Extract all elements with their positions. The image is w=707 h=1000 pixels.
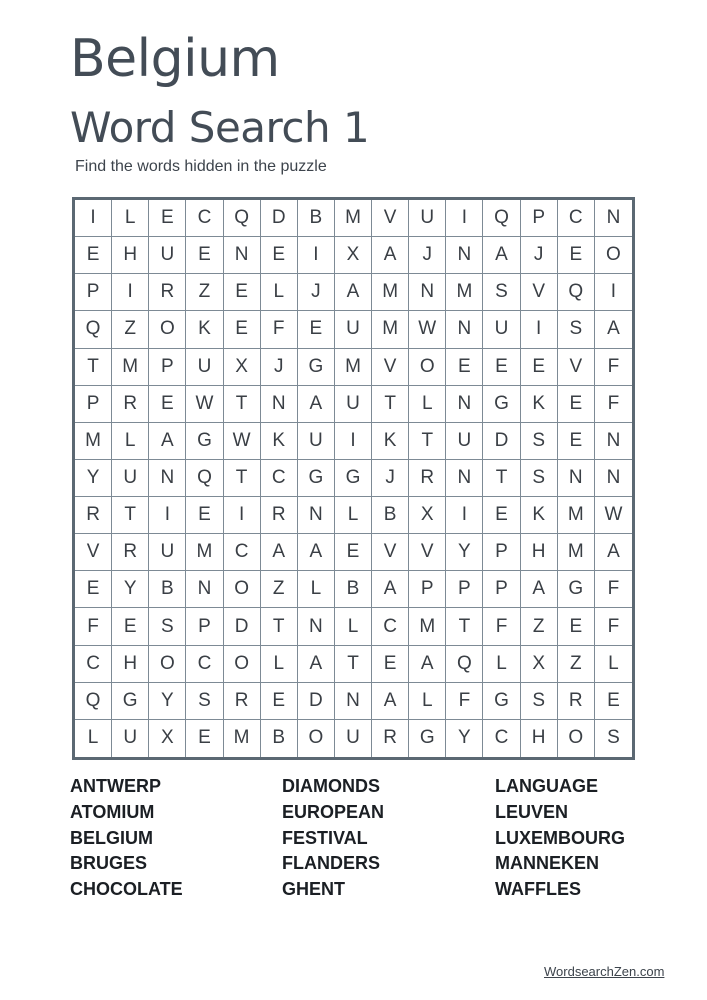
grid-cell: A: [595, 534, 632, 571]
grid-cell: M: [372, 274, 409, 311]
grid-cell: E: [75, 571, 112, 608]
grid-cell: E: [335, 534, 372, 571]
grid-cell: S: [483, 274, 520, 311]
grid-cell: A: [261, 534, 298, 571]
grid-cell: U: [112, 460, 149, 497]
grid-cell: I: [446, 497, 483, 534]
grid-cell: N: [446, 237, 483, 274]
grid-cell: W: [224, 423, 261, 460]
grid-cell: N: [558, 460, 595, 497]
grid-cell: M: [335, 200, 372, 237]
grid-cell: A: [521, 571, 558, 608]
grid-cell: N: [595, 423, 632, 460]
grid-cell: W: [595, 497, 632, 534]
grid-cell: G: [558, 571, 595, 608]
grid-cell: P: [483, 571, 520, 608]
grid-cell: M: [335, 349, 372, 386]
grid-cell: G: [409, 720, 446, 757]
grid-cell: S: [607, 727, 620, 749]
grid-cell: W: [186, 386, 223, 423]
grid-cell: E: [112, 608, 149, 645]
grid-cell: K: [186, 311, 223, 348]
grid-cell: C: [186, 200, 223, 237]
grid-cell: Y: [446, 534, 483, 571]
grid-cell: I: [521, 311, 558, 348]
grid-cell: Z: [186, 274, 223, 311]
grid-cell: M: [112, 349, 149, 386]
grid-cell: V: [372, 534, 409, 571]
grid-cell: P: [483, 534, 520, 571]
grid-cell: I: [149, 497, 186, 534]
grid-cell: F: [595, 571, 632, 608]
grid-cell: H: [521, 534, 558, 571]
grid-cell: E: [372, 646, 409, 683]
grid-cell: O: [224, 571, 261, 608]
word-list-item: GHENT: [282, 879, 345, 900]
grid-cell: I: [224, 497, 261, 534]
grid-cell: E: [521, 349, 558, 386]
grid-cell: A: [595, 311, 632, 348]
grid-cell: C: [224, 534, 261, 571]
grid-cell: N: [261, 386, 298, 423]
grid-cell: A: [372, 571, 409, 608]
grid-cell: T: [446, 608, 483, 645]
grid-cell: U: [483, 311, 520, 348]
footer-link[interactable]: WordsearchZen.com: [544, 964, 665, 979]
grid-cell: E: [298, 311, 335, 348]
grid-cell: R: [372, 720, 409, 757]
grid-cell: O: [149, 311, 186, 348]
grid-cell: R: [261, 497, 298, 534]
grid-cell: E: [558, 237, 595, 274]
grid-cell: Y: [112, 571, 149, 608]
grid-cell: L: [75, 720, 112, 757]
grid-cell: N: [409, 274, 446, 311]
grid-cell: A: [372, 237, 409, 274]
grid-cell: Q: [224, 200, 261, 237]
grid-cell: A: [409, 646, 446, 683]
grid-cell: G: [186, 423, 223, 460]
word-list-item: FESTIVAL: [282, 827, 368, 848]
grid-cell: Q: [75, 683, 112, 720]
grid-cell: G: [483, 386, 520, 423]
grid-cell: S: [558, 311, 595, 348]
grid-cell: D: [298, 683, 335, 720]
word-list-item: CHOCOLATE: [70, 879, 183, 900]
grid-cell: G: [298, 349, 335, 386]
grid-cell: N: [298, 608, 335, 645]
grid-cell: Y: [75, 460, 112, 497]
grid-cell: Y: [149, 683, 186, 720]
grid-cell: J: [372, 460, 409, 497]
grid-cell: M: [372, 311, 409, 348]
grid-cell: P: [186, 608, 223, 645]
grid-cell: A: [335, 274, 372, 311]
grid-cell: R: [112, 534, 149, 571]
grid-cell: E: [261, 683, 298, 720]
grid-cell: L: [335, 608, 372, 645]
grid-cell: E: [483, 497, 520, 534]
grid-cell: Q: [186, 460, 223, 497]
grid-cell: Y: [446, 720, 483, 757]
grid-cell: A: [298, 534, 335, 571]
grid-cell: L: [298, 571, 335, 608]
grid-cell: A: [149, 423, 186, 460]
grid-cell: E: [186, 720, 223, 757]
grid-cell: B: [298, 200, 335, 237]
grid-cell: C: [483, 720, 520, 757]
grid-cell: L: [335, 497, 372, 534]
grid-cell: F: [595, 608, 632, 645]
grid-cell: E: [558, 608, 595, 645]
word-list-item: FLANDERS: [282, 853, 380, 874]
grid-cell: Z: [261, 571, 298, 608]
grid-cell: N: [446, 311, 483, 348]
grid-cell: U: [335, 720, 372, 757]
grid-cell: U: [149, 237, 186, 274]
grid-cell: U: [149, 534, 186, 571]
grid-cell: L: [595, 646, 632, 683]
grid-cell: G: [298, 460, 335, 497]
page-title: Belgium: [70, 29, 280, 89]
grid-cell: R: [75, 497, 112, 534]
grid-cell: T: [224, 460, 261, 497]
word-list-item: LANGUAGE: [495, 776, 598, 796]
grid-cell: G: [483, 683, 520, 720]
grid-cell: E: [558, 386, 595, 423]
grid-cell: A: [298, 646, 335, 683]
grid-cell: E: [149, 386, 186, 423]
grid-cell: M: [409, 608, 446, 645]
grid-cell: H: [521, 720, 558, 757]
grid-cell: E: [224, 274, 261, 311]
grid-cell: D: [261, 200, 298, 237]
grid-cell: U: [112, 720, 149, 757]
word-list-item: ATOMIUM: [70, 801, 155, 822]
grid-cell: A: [483, 237, 520, 274]
grid-cell: I: [335, 423, 372, 460]
grid-cell: P: [75, 274, 112, 311]
grid-cell: X: [409, 497, 446, 534]
grid-cell: N: [446, 386, 483, 423]
grid-cell: Z: [558, 646, 595, 683]
grid-cell: T: [261, 608, 298, 645]
grid-cell: K: [521, 497, 558, 534]
grid-cell: R: [409, 460, 446, 497]
word-list-item: BRUGES: [70, 853, 148, 874]
grid-cell: Q: [446, 646, 483, 683]
grid-cell: R: [224, 683, 261, 720]
word-list-item: LUXEMBOURG: [495, 827, 625, 848]
grid-cell: B: [372, 497, 409, 534]
grid-cell: E: [261, 237, 298, 274]
grid-cell: Q: [558, 274, 595, 311]
grid-cell: O: [298, 720, 335, 757]
grid-cell: U: [335, 386, 372, 423]
grid-cell: U: [298, 423, 335, 460]
grid-cell: U: [335, 311, 372, 348]
grid-cell: F: [595, 386, 632, 423]
instructions-text: Find the words hidden in the puzzle: [75, 158, 327, 175]
grid-cell: G: [335, 460, 372, 497]
grid-cell: I: [446, 200, 483, 237]
grid-cell: V: [558, 349, 595, 386]
grid-cell: N: [298, 497, 335, 534]
grid-cell: F: [261, 311, 298, 348]
grid-cell: E: [483, 349, 520, 386]
grid-cell: E: [224, 311, 261, 348]
grid-cell: X: [335, 237, 372, 274]
grid-cell: N: [186, 571, 223, 608]
grid-cell: C: [558, 200, 595, 237]
grid-cell: Z: [112, 311, 149, 348]
grid-cell: B: [335, 571, 372, 608]
grid-cell: X: [149, 720, 186, 757]
grid-cell: N: [595, 460, 632, 497]
grid-cell: E: [558, 423, 595, 460]
grid-cell: T: [372, 386, 409, 423]
grid-cell: L: [112, 423, 149, 460]
grid-cell: L: [112, 200, 149, 237]
grid-cell: S: [149, 608, 186, 645]
grid-cell: U: [409, 200, 446, 237]
grid-cell: C: [372, 608, 409, 645]
word-list: [70, 776, 670, 905]
grid-cell: V: [409, 534, 446, 571]
grid-cell: S: [521, 460, 558, 497]
grid-cell: E: [186, 237, 223, 274]
grid-cell: X: [521, 646, 558, 683]
grid-cell: N: [149, 460, 186, 497]
grid-cell: M: [224, 720, 261, 757]
grid-cell: E: [595, 683, 632, 720]
grid-cell: P: [149, 349, 186, 386]
word-list-item: LEUVEN: [495, 801, 569, 822]
grid-cell: M: [186, 534, 223, 571]
grid-cell: N: [224, 237, 261, 274]
grid-cell: U: [186, 349, 223, 386]
grid-cell: N: [335, 683, 372, 720]
grid-cell: R: [558, 683, 595, 720]
grid-cell: L: [261, 646, 298, 683]
grid-cell: J: [409, 237, 446, 274]
grid-cell: C: [75, 646, 112, 683]
grid-cell: F: [446, 683, 483, 720]
page-subtitle: Word Search 1: [70, 103, 370, 152]
grid-cell: I: [298, 237, 335, 274]
grid-cell: K: [372, 423, 409, 460]
grid-cell: M: [75, 423, 112, 460]
grid-cell: J: [298, 274, 335, 311]
grid-cell: S: [186, 683, 223, 720]
letter-grid: [72, 197, 635, 760]
grid-cell: I: [112, 274, 149, 311]
grid-cell: R: [149, 274, 186, 311]
grid-cell: N: [446, 460, 483, 497]
grid-cell: A: [372, 683, 409, 720]
grid-cell: S: [521, 683, 558, 720]
grid-cell: T: [483, 460, 520, 497]
grid-cell: V: [372, 200, 409, 237]
grid-cell: O: [224, 646, 261, 683]
grid-cell: O: [558, 720, 595, 757]
grid-cell: E: [149, 200, 186, 237]
grid-cell: B: [149, 571, 186, 608]
grid-cell: R: [112, 386, 149, 423]
grid-cell: H: [112, 237, 149, 274]
grid-cell: T: [112, 497, 149, 534]
grid-cell: F: [595, 349, 632, 386]
grid-cell: C: [261, 460, 298, 497]
grid-cell: K: [521, 386, 558, 423]
grid-cell: M: [446, 274, 483, 311]
grid-cell: L: [409, 386, 446, 423]
grid-cell: W: [409, 311, 446, 348]
grid-cell: M: [558, 497, 595, 534]
grid-cell: P: [409, 571, 446, 608]
grid-cell: S: [521, 423, 558, 460]
grid-cell: V: [372, 349, 409, 386]
grid-cell: V: [75, 534, 112, 571]
grid-cell: P: [75, 386, 112, 423]
grid-cell: J: [521, 237, 558, 274]
grid-cell: P: [521, 200, 558, 237]
grid-cell: E: [186, 497, 223, 534]
grid-cell: T: [75, 349, 112, 386]
grid-cell: J: [261, 349, 298, 386]
grid-cell: H: [112, 646, 149, 683]
word-list-item: DIAMONDS: [282, 776, 380, 796]
grid-cell: N: [595, 200, 632, 237]
grid-cell: E: [75, 237, 112, 274]
grid-cell: Z: [521, 608, 558, 645]
grid-cell: I: [75, 200, 112, 237]
grid-cell: V: [521, 274, 558, 311]
grid-cell: F: [483, 608, 520, 645]
grid-cell: B: [261, 720, 298, 757]
word-list-item: MANNEKEN: [495, 853, 600, 874]
grid-cell: O: [409, 349, 446, 386]
grid-cell: E: [446, 349, 483, 386]
word-list-item: ANTWERP: [70, 776, 161, 796]
grid-cell: T: [335, 646, 372, 683]
grid-cell: L: [261, 274, 298, 311]
grid-cell: D: [483, 423, 520, 460]
grid-cell: O: [149, 646, 186, 683]
grid-cell: K: [261, 423, 298, 460]
grid-cell: Q: [75, 311, 112, 348]
word-list-item: EUROPEAN: [282, 801, 385, 822]
grid-cell: D: [224, 608, 261, 645]
grid-cell: G: [112, 683, 149, 720]
word-list-item: BELGIUM: [70, 827, 153, 848]
grid-cell: P: [446, 571, 483, 608]
grid-cell: U: [446, 423, 483, 460]
grid-cell: O: [595, 237, 632, 274]
grid-cell: C: [186, 646, 223, 683]
grid-cell: X: [224, 349, 261, 386]
grid-cell: A: [298, 386, 335, 423]
grid-cell: T: [409, 423, 446, 460]
grid-cell: T: [224, 386, 261, 423]
grid-cell: F: [75, 608, 112, 645]
word-list-item: WAFFLES: [495, 879, 581, 900]
grid-cell: I: [595, 274, 632, 311]
grid-cell: Q: [483, 200, 520, 237]
grid-cell: M: [558, 534, 595, 571]
grid-cell: L: [409, 683, 446, 720]
grid-cell: L: [483, 646, 520, 683]
